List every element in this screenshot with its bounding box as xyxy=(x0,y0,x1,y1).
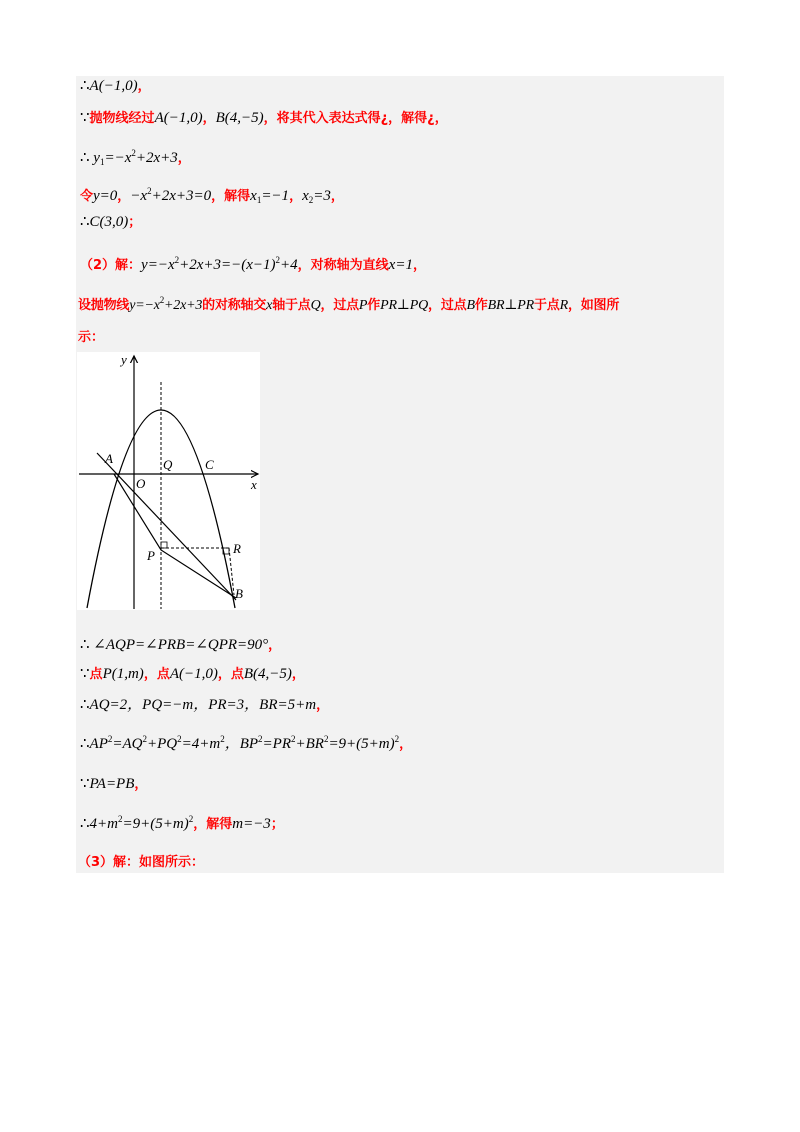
line-15: （3）解：如图所示： xyxy=(78,855,205,870)
line-13: ∵PA=PB， xyxy=(80,776,148,792)
line-4: 令y=0，$-x^2+2x+3=0$，解得$x_1=-1$，$x_2=3$， xyxy=(80,186,344,205)
label-R: R xyxy=(233,541,241,556)
line-6: （2）解：$y=-x^2+2x+3=-(x-1)^2+4$，对称轴为直线x=1， xyxy=(80,255,426,273)
line-2: ∵抛物线经过A(−1,0)，B(4,−5)，将其代入表达式得¿，解得¿， xyxy=(80,110,448,126)
line-7: 设抛物线$y=-x^2+2x+3$的对称轴交x轴于点Q，过点P作PR⊥PQ，过点B作BR⊥PR于点R，如图所 xyxy=(78,295,620,313)
line-9: ∴ ∠AQP=∠PRB=∠QPR=90°， xyxy=(80,637,282,653)
line-12: $\therefore AP^2=AQ^2+PQ^2=4+m^2$，$BP^2=PR^2+BR^2=9+(5+m)^2$， xyxy=(80,734,413,752)
label-A: A xyxy=(105,451,113,466)
line-10: ∵点P(1,m)，点A(−1,0)，点B(4,−5)， xyxy=(80,666,305,682)
parabola-figure xyxy=(77,352,260,610)
line-through-A-B xyxy=(97,453,236,600)
label-B: B xyxy=(235,586,243,601)
line-1: ∴A(−1,0)， xyxy=(80,78,151,94)
line-11: ∴AQ=2，PQ=−m，PR=3，BR=5+m， xyxy=(80,697,330,713)
line-8: 示： xyxy=(78,330,105,345)
line-5: ∴C(3,0)； xyxy=(80,214,142,230)
label-x: x xyxy=(251,477,257,492)
line-3: ∴ $y_1=-x^2+2x+3$， xyxy=(80,148,191,167)
label-O: O xyxy=(136,476,146,491)
label-Q: Q xyxy=(163,457,173,472)
label-y: y xyxy=(121,352,127,367)
label-C: C xyxy=(205,457,214,472)
right-angle-P xyxy=(161,542,167,548)
label-P: P xyxy=(147,548,155,563)
line-14: $\therefore 4+m^2=9+(5+m)^2$，解得m=−3； xyxy=(80,814,284,832)
